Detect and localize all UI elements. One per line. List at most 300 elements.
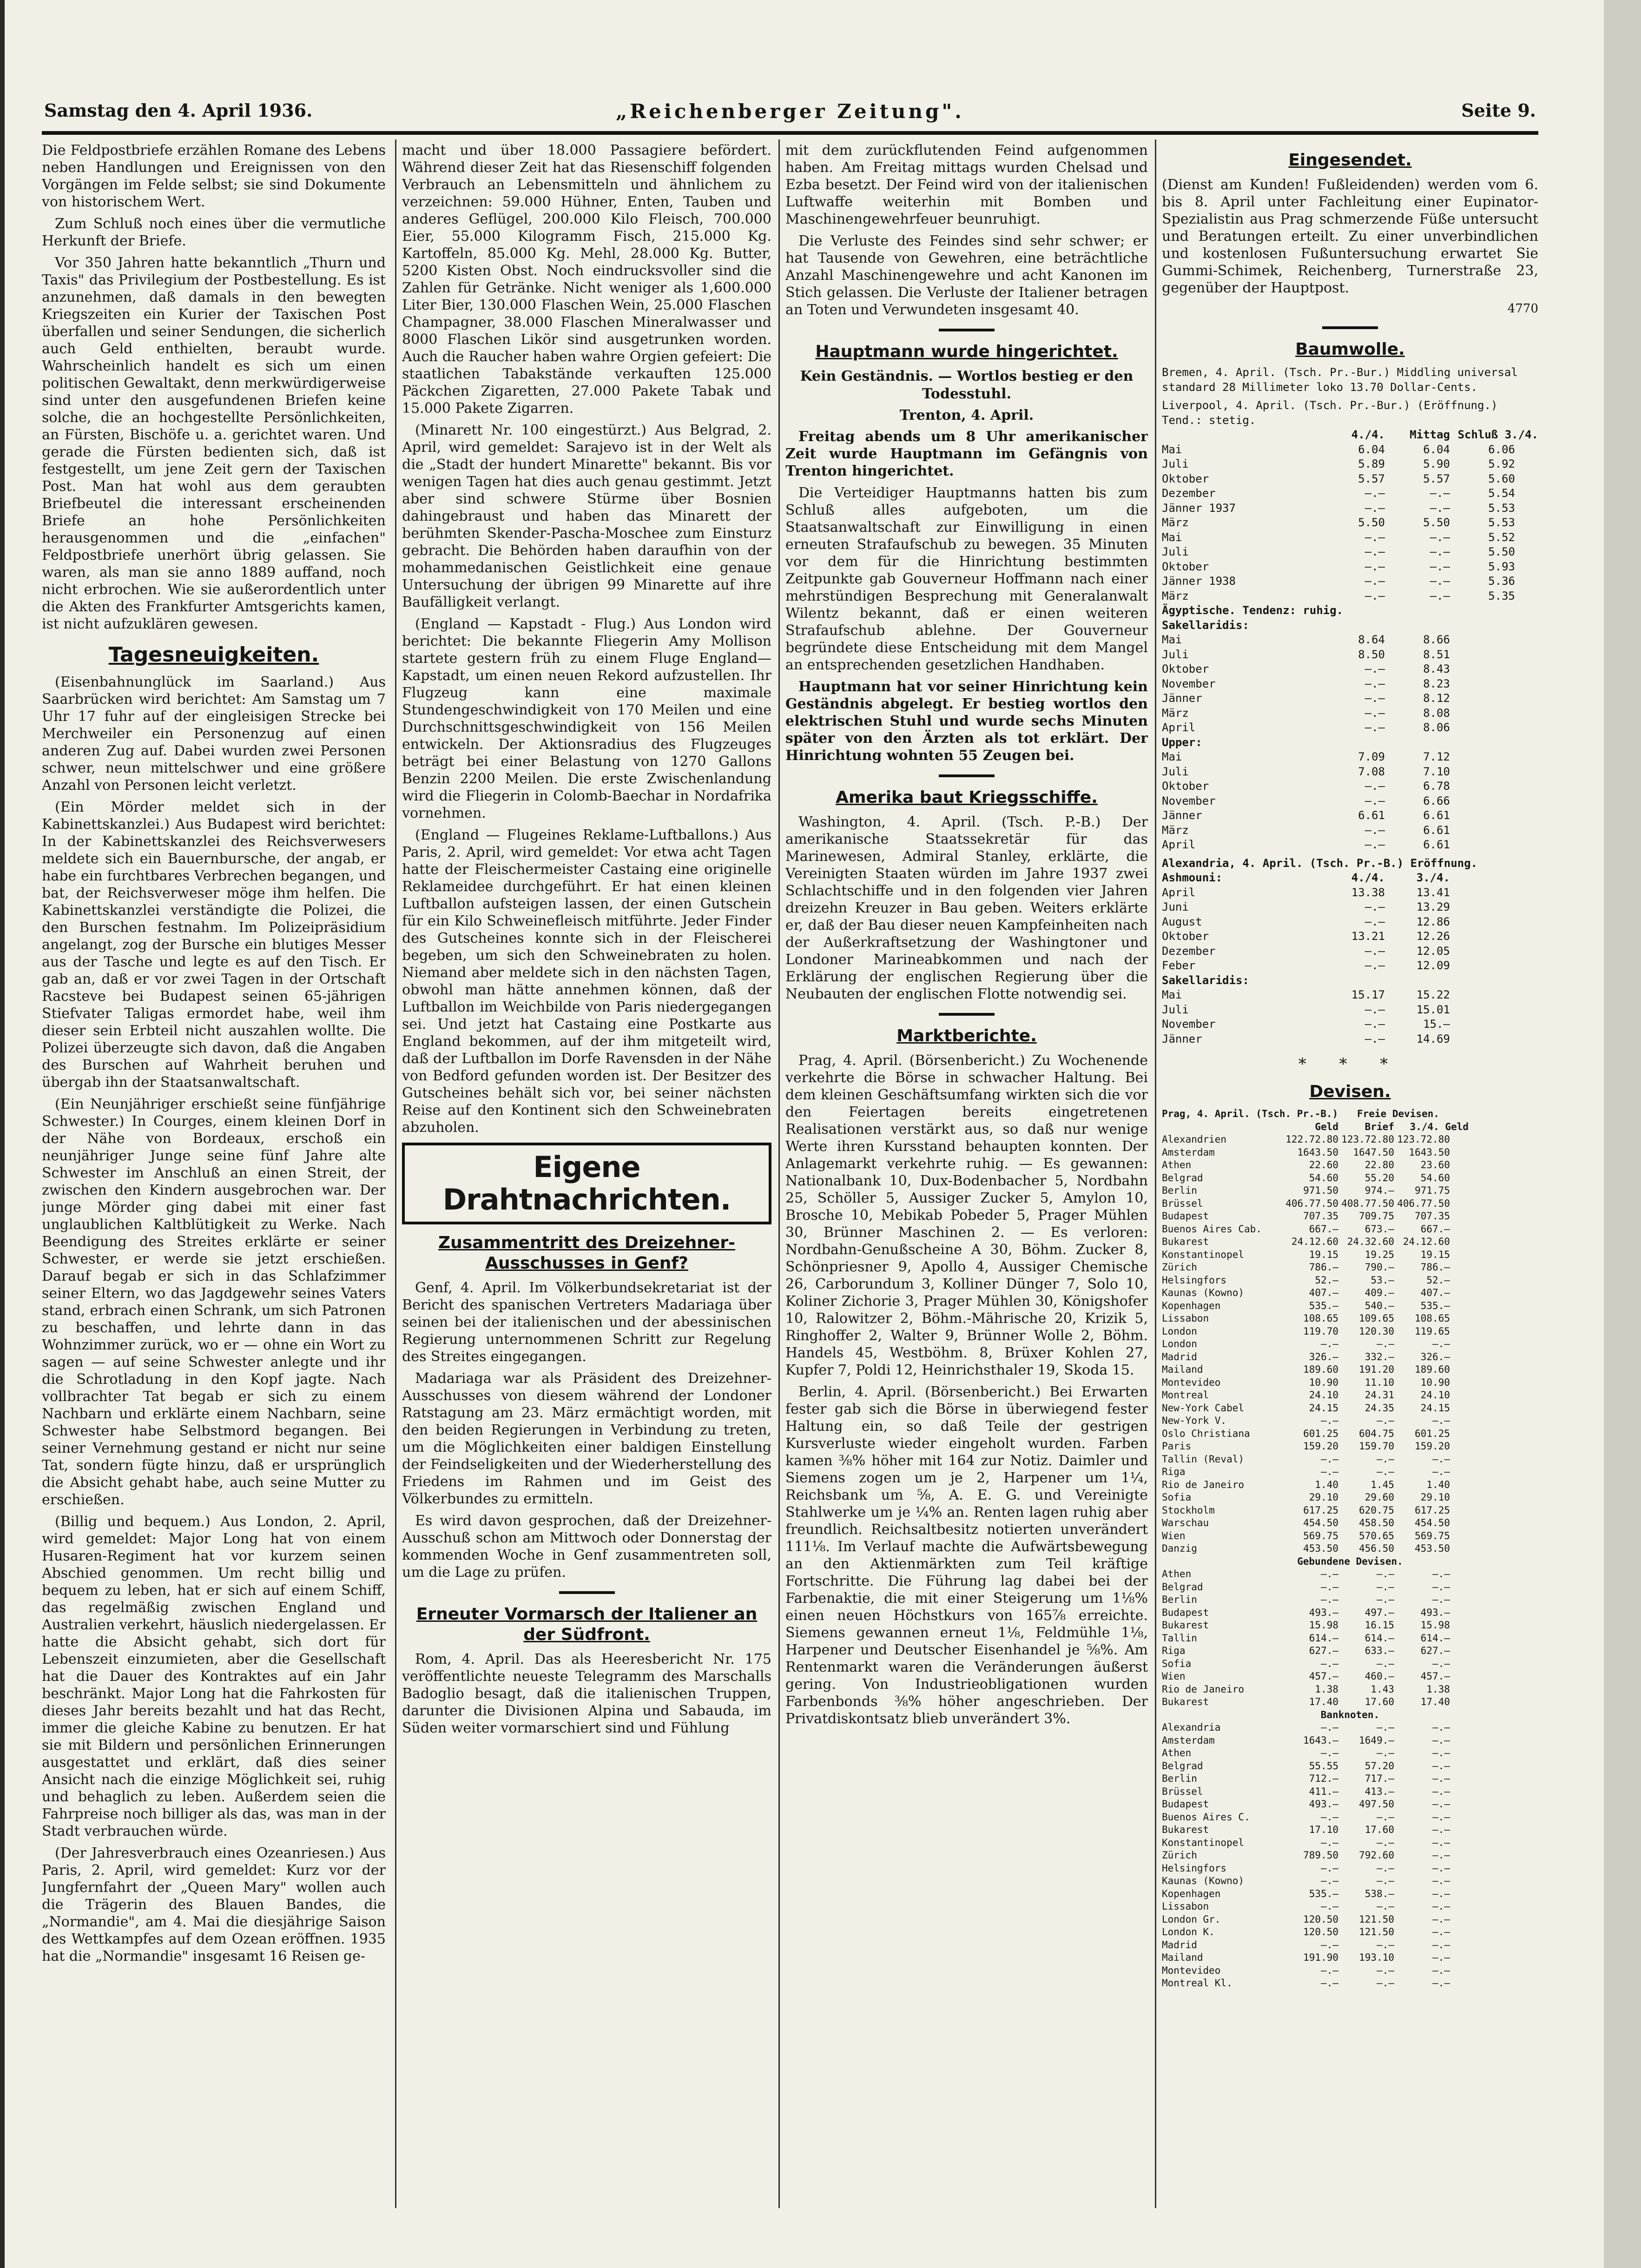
row-value: —.— [1364,662,1385,675]
row-label: Konstantinopel [1162,1249,1245,1260]
column-header: Schluß 3./4. [1457,428,1538,441]
table-row [1162,633,1538,648]
separator [939,329,995,331]
row-value: 193.10 [1359,1952,1394,1963]
table-row [1162,1670,1538,1683]
row-value: —.— [1432,1837,1450,1848]
row-value: 5.92 [1488,457,1515,470]
row-value: 493.— [1309,1607,1338,1618]
row-value: 971.50 [1303,1185,1338,1196]
table-row [1162,1236,1538,1249]
header-date: Samstag den 4. April 1936. [44,100,313,121]
row-label: Wien [1162,1530,1186,1541]
table-row [1162,1530,1538,1543]
row-value: 24.15 [1420,1402,1450,1414]
row-value: 6.61 [1423,838,1450,851]
row-label: Tallin (Reval) [1162,1453,1245,1465]
market-label: Gebundene Devisen. [1297,1555,1403,1567]
row-value: 5.60 [1488,472,1515,485]
row-value: 712.— [1309,1773,1338,1784]
row-label: Athen [1162,1747,1192,1759]
row-value: 5.54 [1488,487,1515,500]
market-label: Sakellaridis: [1162,973,1249,987]
row-value: 601.25 [1303,1428,1338,1439]
section-heading: Devisen. [1309,1082,1391,1101]
row-value: 29.60 [1364,1492,1394,1503]
row-label: Juli [1162,457,1189,470]
article-text: Genf, 4. April. Im Völkerbundsekretariat ist der Bericht des spanischen Vertreters Madariaga über seinen bei der italienischen und der abessinischen Regierung unternommenen Schritt zur Regelung des Streites eingegangen. [402,1280,771,1365]
row-value: —.— [1377,1338,1394,1349]
column-header: 4./4. [1351,428,1385,441]
table-row [1162,1159,1538,1172]
row-label: April [1162,886,1196,899]
row-value: —.— [1377,1581,1394,1593]
row-value: 24.10 [1420,1389,1450,1401]
ashmouni-rows [1162,886,1538,973]
row-value: —.— [1364,900,1385,913]
table-row [1162,1210,1538,1223]
row-value: 8.06 [1423,721,1450,734]
row-value: 120.50 [1303,1926,1338,1937]
row-value: —.— [1432,1785,1450,1797]
table-row [1162,1197,1538,1210]
table-row [1162,706,1538,721]
section-heading: Eingesendet. [1288,151,1412,170]
row-value: —.— [1321,1568,1338,1580]
article-text: Die Verluste des Feindes sind sehr schwer; er hat Tausende von Gewehren, eine beträchtliche Anzahl Maschinengewehre und acht Kanonen im Stich gelassen. Die Verluste der Italiener betragen an Toten und Verwundeten insgesamt 40. [785,233,1148,318]
row-value: 10.90 [1420,1376,1450,1388]
row-label: Paris [1162,1441,1192,1452]
table-row [1162,677,1538,692]
row-value: 8.23 [1423,677,1450,690]
row-label: Sofia [1162,1492,1192,1503]
row-label: Oktober [1162,780,1209,793]
row-value: 617.25 [1415,1504,1450,1516]
page-header [44,100,1536,128]
row-value: 569.75 [1415,1530,1450,1541]
row-value: 7.12 [1423,750,1450,763]
row-value: —.— [1430,487,1450,500]
row-value: 13.29 [1416,900,1450,913]
sakellaridis-rows-2 [1162,988,1538,1046]
row-label: März [1162,823,1189,837]
row-value: 5.52 [1488,530,1515,544]
table-row [1162,1032,1538,1047]
table-row [1162,1658,1538,1671]
row-label: Madrid [1162,1939,1197,1951]
row-value: —.— [1321,1811,1338,1823]
table-row [1162,721,1538,735]
liverpool-rows [1162,443,1538,604]
scan-edge-left [0,0,5,2268]
row-value: 709.75 [1359,1210,1394,1222]
banknote-rows [1162,1721,1538,1990]
row-value: 159.20 [1303,1441,1338,1452]
separator [1322,326,1378,329]
table-row [1162,443,1538,457]
table-row [1162,900,1538,915]
table-row [1162,545,1538,560]
row-value: 19.15 [1420,1249,1450,1260]
row-label: Kaunas (Kowno) [1162,1875,1245,1886]
article-text: Die Verteidiger Hauptmanns hatten bis zum Schluß alles aufgeboten, um die Staatsanwaltschaft zur Einwilligung in einen erneuten Strafaufschub zu bewegen. 35 Minuten vor dem für die Hinrichtung bestimmten Zeitpunkte gab Gouverneur Hoffmann nach einer mehrstündigen Besprechung mit Generalanwalt Wilentz bekannt, daß er einen weiteren Strafaufschub ablehne. Der Gouverneur begründete diese Entscheidung mit dem Mangel an entsprechenden gesetzlichen Handhaben. [785,485,1148,673]
row-value: —.— [1364,487,1385,500]
row-label: Mai [1162,443,1182,456]
separator [559,1591,615,1594]
row-value: —.— [1364,545,1385,558]
row-label: März [1162,706,1189,720]
table-row [1162,1632,1538,1645]
table-row [1162,1261,1538,1274]
row-value: 707.35 [1415,1210,1450,1222]
row-value: 189.60 [1303,1364,1338,1375]
row-value: 8.51 [1423,648,1450,661]
row-value: —.— [1432,1977,1450,1989]
row-value: 6.04 [1423,443,1450,456]
row-value: 5.36 [1488,575,1515,588]
row-value: 614.— [1420,1632,1450,1644]
article-text: Madariaga war als Präsident des Dreizehner-Ausschusses von diesem während der Londoner Ratstagung am 23. März ermächtigt worden, mit den beiden Regierungen in Verbindung zu treten, um die Möglichkeiten einer baldigen Einstellung der Feindseligkeiten und der Wiederherstellung des Friedens im Rahmen und im Geist des Völkerbundes zu ermitteln. [402,1370,771,1507]
column-header: 3./4. [1416,871,1450,884]
table-row [1162,1581,1538,1594]
row-value: 10.90 [1309,1376,1338,1388]
row-label: New-York Cabel [1162,1402,1245,1414]
table-row [1162,1184,1538,1197]
table-row [1162,1312,1538,1325]
row-label: Mailand [1162,1952,1203,1963]
row-value: —.— [1321,1453,1338,1465]
market-label: Sakellaridis: [1162,618,1249,632]
row-value: 8.12 [1423,692,1450,705]
table-row [1162,1824,1538,1837]
article-headline: Zusammentritt des Dreizehner-Ausschusses in Genf? [438,1233,736,1273]
row-value: —.— [1377,1811,1394,1823]
row-value: —.— [1364,794,1385,807]
news-item: (Billig und bequem.) Aus London, 2. April, wird gemeldet: Major Long hat von einem Husaren-Regiment hat vor kurzem seinen Abschied genommen. Um recht billig und bequem zu leben, hat er sich auf einem Schiff, das regelmäßig zwischen England und Australien verkehrt, häuslich niedergelassen. Er hatte die Absicht gehabt, sich dort für Lebenszeit einzumieten, aber die Gesellschaft hat die Dauer des Kontraktes auf ein Jahr beschränkt. Major Long hat die Fahrkosten für dieses Jahr bereits bezahlt und hat das Recht, immer die gleiche Kabine zu benutzen. Er hat sie mit Bildern und persönlichen Erinnerungen ausgestattet und erklärt, daß dies seiner Ansicht nach die einzige Möglichkeit sei, ruhig und behaglich zu leben. Außerdem seien die Fahrpreise noch billiger als das, was man in der Stadt verbrauchen würde. [42,1514,386,1839]
row-value: —.— [1364,1032,1385,1045]
row-value: —.— [1432,1952,1450,1963]
row-value: —.— [1430,545,1450,558]
article-headline: Hauptmann wurde hingerichtet. [815,342,1118,361]
row-value: 1.43 [1371,1683,1394,1695]
column-header: Mittag [1410,428,1450,441]
section-heading: Baumwolle. [1295,340,1405,359]
table-row [1162,1645,1538,1658]
table-row [1162,1440,1538,1453]
row-value: —.— [1364,692,1385,705]
row-value: 5.89 [1358,457,1385,470]
row-label: Bukarest [1162,1696,1209,1707]
row-label: Belgrad [1162,1760,1203,1772]
row-value: 540.— [1364,1300,1394,1311]
column-header: Geld [1315,1121,1338,1132]
scan-edge-right [1604,0,1641,2268]
market-report: Prag, 4. April. (Börsenbericht.) Zu Wochenende verkehrte die Börse in schwacher Haltung. Bei dem kleinen Geschäftsumfang wirkten sich die vor den Feiertagen bereits eingetretenen Realisationen verstärkt aus, so daß nur wenige Werte ihren Kursstand behaupten konnten. Der Anlagemarkt verkehrte ruhig. — Es gewannen: Nationalbank 10, Dux-Bodenbacher 5, Nordbahn 25, Schöller 5, Aussiger Zucker 5, Amylon 10, Brosche 10, Mebikab Pobeder 5, Prager Mühlen 30, Brünner Maschinen 2. — Es verloren: Nordbahn-Genußscheine A 30, Böhm. Zucker 8, Schönpriesner 9, Apollo 4, Aussiger Chemische 26, Carborundum 3, Kolliner Dünger 7, Solo 10, Koliner Zichorie 3, Prager Mühlen 30, Königshofer 10, Ralowitzer 2, Böhm.-Mährische 20, Krizik 5, Ringhoffer 2, Walter 9, Brünner Wolle 2, Böhm. Handels 45, Westböhm. 8, Brüxer Kohlen 27, Kupfer 7, Poldi 12, Heinrichsthaler 19, Skoda 15. [785,1052,1148,1378]
table-row [1162,662,1538,677]
row-value: —.— [1430,575,1450,588]
table-row [1162,1146,1538,1159]
row-value: 406.77.50 [1285,1197,1338,1209]
row-value: —.— [1321,1722,1338,1733]
row-value: 23.60 [1420,1159,1450,1170]
row-label: Tallin [1162,1632,1197,1644]
article-text: Die Feldpostbriefe erzählen Romane des Lebens neben Handlungen und Ereignissen von den Vorgängen im Felde selbst; sie sind Dokumente von historischem Wert. [42,142,386,210]
table-row [1162,1568,1538,1581]
table-row [1162,944,1538,959]
row-label: Oktober [1162,560,1209,573]
row-value: —.— [1377,1722,1394,1733]
row-value: —.— [1377,1901,1394,1912]
row-value: 8.50 [1358,648,1385,661]
row-value: 29.10 [1309,1492,1338,1503]
table-row [1162,1977,1538,1990]
row-value: 19.15 [1309,1249,1338,1260]
row-value: 57.20 [1364,1760,1394,1772]
row-value: 407.— [1420,1287,1450,1298]
row-label: Budapest [1162,1607,1209,1618]
row-value: 5.35 [1488,589,1515,602]
table-row [1162,1683,1538,1696]
row-value: —.— [1432,1453,1450,1465]
row-label: März [1162,516,1189,529]
row-value: —.— [1364,1018,1385,1031]
row-value: 52.— [1426,1274,1450,1286]
row-value: 24.31 [1364,1389,1394,1401]
row-value: —.— [1364,823,1385,837]
row-value: —.— [1432,1901,1450,1912]
row-label: Juli [1162,1003,1189,1016]
row-label: Amsterdam [1162,1146,1215,1158]
advertisement-text: (Dienst am Kunden! Fußleidenden) werden vom 6. bis 8. April unter Fachleitung einer Eupinator-Spezialistin aus Prag schmerzende Füße untersucht und Beratungen erteilt. Zu einer unverbindlichen und kostenlosen Fußuntersuchung erwartet Sie Gummi-Schimek, Reichenberg, Turnerstraße 23, gegenüber der Hauptpost. [1162,177,1538,296]
table-row [1162,472,1538,487]
table-row [1162,1951,1538,1964]
row-value: —.— [1321,1862,1338,1874]
row-value: 5.53 [1488,501,1515,515]
row-value: 12.86 [1416,915,1450,928]
news-item: (Eisenbahnunglück im Saarland.) Aus Saarbrücken wird berichtet: Am Samstag um 7 Uhr 17 fuhr auf der eingleisigen Strecke bei Merchweiler ein Personenzug auf einen anderen Zug auf. Dabei wurden zwei Personen schwer, neun mittelschwer und eine größere Anzahl von Personen leicht verletzt. [42,674,386,793]
table-row [1162,574,1538,589]
news-item: (Ein Neunjähriger erschießt seine fünfjährige Schwester.) In Courges, einem kleinen Dorf in der Nähe von Bordeaux, erschoß ein neunjähriger Junge seine fünf Jahre alte Schwester im Anschluß an einen Streit, der zwischen den Kindern ausgebrochen war. Der junge Mörder ging dabei mit einer fast unglaublichen Kaltblütigkeit zu Werke. Nach Beendigung des Streites erklärte er seiner Schwester, er werde sie jetzt erschießen. Darauf begab er sich in das Schlafzimmer seiner Eltern, wo das Jagdgewehr seines Vaters stand, erbrach einen Schrank, um sich Patronen zu beschaffen, und lehrte dann in das Wohnzimmer zurück, wo er — ohne ein Wort zu sagen — auf seine Schwester anlegte und ihr die Schrotladung in den Kopf jagte. Nach vollbrachter Tat begab er sich zu einem Nachbarn und erklärte einem Nachbarn, seine Schwester habe Selbstmord begangen. Bei seiner Vernehmung gestand er nicht nur seine Tat, sondern fügte hinzu, daß er ursprünglich die Absicht gehabt habe, auch seine Mutter zu erschießen. [42,1096,386,1508]
row-label: Helsingfors [1162,1862,1227,1874]
row-value: —.— [1364,780,1385,793]
row-value: 617.25 [1303,1504,1338,1516]
row-value: 627.— [1420,1645,1450,1656]
row-label: Juli [1162,648,1189,661]
market-note: Prag, 4. April. (Tsch. Pr.-B.) [1162,1108,1338,1119]
table-row [1162,779,1538,794]
row-value: 538.— [1364,1888,1394,1899]
row-label: Jänner [1162,1032,1202,1045]
free-currency-rows [1162,1133,1538,1555]
cotton-market-table [1162,365,1538,1046]
row-label: Sofia [1162,1658,1192,1669]
row-value: 409.— [1364,1287,1394,1298]
row-value: 667.— [1420,1223,1450,1235]
row-value: —.— [1364,1003,1385,1016]
table-header [1162,428,1538,443]
article-text: Freitag abends um 8 Uhr amerikanischer Zeit wurde Hauptmann im Gefängnis von Trenton hingerichtet. [785,429,1148,479]
row-value: 15.— [1423,1018,1450,1031]
row-label: April [1162,838,1196,851]
row-value: 453.50 [1415,1543,1450,1554]
row-value: —.— [1364,530,1385,544]
table-row [1162,1003,1538,1018]
market-label: Ashmouni: [1162,871,1223,884]
row-value: 12.05 [1416,944,1450,958]
article-text: Es wird davon gesprochen, daß der Dreizehner-Ausschuß schon am Mittwoch oder Donnerstag der kommenden Woche in Genf zusammentreten soll, um die Lage zu prüfen. [402,1513,771,1580]
row-value: 460.— [1364,1671,1394,1682]
news-item: (Minarett Nr. 100 eingestürzt.) Aus Belgrad, 2. April, wird gemeldet: Sarajevo ist in der Welt als die „Stadt der hundert Minarette" bekannt. Bis vor wenigen Tagen hat dies auch genau gestimmt. Jetzt aber sind schwere Stürme über Bosnien dahingebraust und haben das Minarett der berühmten Skender-Pascha-Moschee zum Einsturz gebracht. Die Behörden haben daraufhin von der mohammedanischen Geistlichkeit eine genaue Untersuchung der übrigen 99 Minarette auf ihre Baufälligkeit verlangt. [402,422,771,610]
row-value: 55.20 [1364,1172,1394,1184]
row-label: Riga [1162,1645,1186,1656]
article-headline: Amerika baut Kriegsschiffe. [836,788,1098,807]
table-row [1162,457,1538,472]
table-header [1162,871,1538,886]
table-row [1162,988,1538,1003]
row-value: —.— [1432,1734,1450,1746]
row-value: 1.40 [1426,1479,1450,1490]
table-row [1162,1875,1538,1888]
row-value: 8.43 [1423,662,1450,675]
table-row [1162,486,1538,501]
row-value: 535.— [1420,1300,1450,1311]
section-heading: Tagesneuigkeiten. [108,643,319,667]
header-masthead: „Reichenberger Zeitung". [616,100,964,123]
row-value: 19.25 [1364,1249,1394,1260]
row-label: Alexandria [1162,1722,1221,1733]
row-label: Mai [1162,633,1182,646]
column-rule [778,139,780,2208]
table-row [1162,1300,1538,1313]
row-label: Juli [1162,765,1189,778]
table-row [1162,1619,1538,1632]
row-value: 17.60 [1364,1824,1394,1835]
table-row [1162,1172,1538,1185]
row-value: 717.— [1364,1773,1394,1784]
row-label: Mai [1162,750,1182,763]
table-row [1162,1338,1538,1351]
row-value: 620.75 [1359,1504,1394,1516]
table-row [1162,691,1538,706]
table-row [1162,1696,1538,1709]
news-item: (England — Flugeines Reklame-Luftballons.) Aus Paris, 2. April, wird gemeldet: Vor etwa acht Tagen hatte der Fleischermeister Castaing eine originelle Reklameidee durchgeführt. Er hat einen kleinen Luftballon aufsteigen lassen, der einen Gutschein für ein Kilo Schweinefleisch mitführte. Jeder Finder des Gutscheines konnte sich in der Fleischerei begeben, um sich den Schweinebraten zu holen. Niemand aber meldete sich in den nächsten Tagen, obwohl man hätte annehmen können, daß der Luftballon im Weichbilde von Paris niedergegangen sei. Und jetzt hat Castaing eine Postkarte aus England bekommen, auf der ihm mitgeteilt wird, daß der Luftballon im Dorfe Ravensden in der Nähe von Bedford gefunden worden ist. Der Besitzer des Gutscheines behält sich vor, bei seiner nächsten Reise auf den Kontinent sich den Schweinebraten abzuholen. [402,827,771,1136]
row-label: Zürich [1162,1850,1197,1861]
table-header [1162,1108,1538,1121]
row-value: —.— [1432,1913,1450,1925]
row-label: Jänner 1937 [1162,501,1236,515]
row-label: New-York V. [1162,1415,1227,1426]
row-value: 17.40 [1420,1696,1450,1707]
table-row [1162,1888,1538,1901]
row-value: 24.12.60 [1291,1236,1338,1247]
row-value: —.— [1364,944,1385,958]
bound-currency-rows [1162,1568,1538,1709]
row-label: Mai [1162,988,1182,1001]
article-subheadline: Kein Geständnis. — Wortlos bestieg er den Todesstuhl. [800,368,1134,402]
row-label: Oktober [1162,662,1209,675]
table-row [1162,1466,1538,1479]
row-value: —.— [1432,1926,1450,1937]
table-row [1162,560,1538,575]
row-label: Buenos Aires Cab. [1162,1223,1262,1235]
row-label: Athen [1162,1159,1192,1170]
row-value: 120.50 [1303,1913,1338,1925]
row-value: —.— [1432,1875,1450,1886]
row-value: —.— [1364,501,1385,515]
row-label: Belgrad [1162,1581,1203,1593]
row-value: 497.— [1364,1607,1394,1618]
row-value: —.— [1321,1964,1338,1976]
row-value: —.— [1364,838,1385,851]
row-label: Lissabon [1162,1901,1209,1912]
table-row [1162,1223,1538,1236]
row-value: 1643.50 [1297,1146,1338,1158]
row-value: —.— [1432,1773,1450,1784]
row-value: 8.66 [1423,633,1450,646]
row-value: —.— [1377,1658,1394,1669]
row-label: Zürich [1162,1262,1197,1273]
row-value: 1.45 [1371,1479,1394,1490]
column-1 [42,142,386,2261]
column-3 [785,142,1148,2261]
row-label: Dezember [1162,944,1216,958]
row-value: 119.70 [1303,1325,1338,1337]
row-label: Juni [1162,900,1189,913]
row-value: 16.15 [1364,1620,1394,1631]
row-value: 535.— [1309,1888,1338,1899]
table-row [1162,1479,1538,1492]
row-value: 614.— [1364,1632,1394,1644]
row-value: 627.— [1309,1645,1338,1656]
article-text: mit dem zurückflutenden Feind aufgenommen haben. Am Freitag mittags wurden Chelsad und Ezba besetzt. Der Feind wird von der italienischen Luftwaffe weiterhin mit Bomben und Maschinengewehrfeuer beunruhigt. [785,142,1148,227]
row-value: 53.— [1371,1274,1394,1286]
row-value: 326.— [1420,1351,1450,1362]
row-label: Berlin [1162,1185,1197,1196]
row-label: Warschau [1162,1517,1209,1528]
row-value: 7.10 [1423,765,1450,778]
table-row [1162,1274,1538,1287]
table-row [1162,886,1538,900]
row-value: 456.50 [1359,1543,1394,1554]
row-value: 332.— [1364,1351,1394,1362]
table-row [1162,1811,1538,1824]
market-label: Ägyptische. Tendenz: ruhig. [1162,604,1344,617]
table-row [1162,501,1538,516]
table-row [1162,1747,1538,1760]
table-row [1162,1862,1538,1875]
row-label: November [1162,794,1216,807]
table-row [1162,1517,1538,1530]
table-row [1162,1964,1538,1977]
row-value: —.— [1321,1415,1338,1426]
row-label: Berlin [1162,1773,1197,1784]
row-value: 570.65 [1359,1530,1394,1541]
row-value: —.— [1432,1581,1450,1593]
row-value: 493.— [1420,1607,1450,1618]
row-value: 974.— [1364,1185,1394,1196]
row-label: Stockholm [1162,1504,1215,1516]
row-value: 614.— [1309,1632,1338,1644]
news-item: macht und über 18.000 Passagiere befördert. Während dieser Zeit hat das Riesenschiff folgenden Verbrauch an Lebensmitteln und ähnlichem zu verzeichnen: 59.000 Hühner, Enten, Tauben und anderes Geflügel, 200.000 Kilo Fleisch, 700.000 Eier, 55.000 Kilogramm Fisch, 215.000 Kg. Kartoffeln, 85.000 Kg. Mehl, 28.000 Kg. Butter, 5200 Kisten Obst. Noch eindrucksvoller sind die Zahlen für Getränke. Nicht weniger als 1,600.000 Liter Bier, 130.000 Flaschen Wein, 25.000 Flaschen Champagner, 38.000 Flaschen Mineralwasser und 8000 Flaschen Likör sind ausgetrunken worden. Auch die Raucher haben wahre Orgien gefeiert: Die staatlichen Tabakstände verkauften 125.000 Päckchen Zigaretten, 27.000 Pakete Tabak und 15.000 Pakete Zigarren. [402,142,771,417]
row-value: 24.15 [1309,1402,1338,1414]
row-value: 5.90 [1423,457,1450,470]
row-label: Kopenhagen [1162,1888,1221,1899]
row-value: —.— [1364,915,1385,928]
row-value: —.— [1321,1747,1338,1759]
table-row [1162,1363,1538,1376]
row-label: Jänner [1162,692,1202,705]
row-value: —.— [1432,1824,1450,1835]
